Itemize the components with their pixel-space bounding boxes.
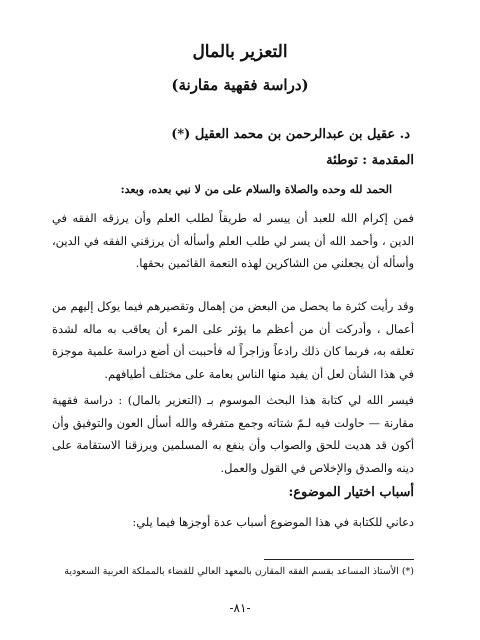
invocation-line: الحمد لله وحده والصلاة والسلام على من لا نبي بعده، وبعد: <box>120 183 392 196</box>
paragraph-3: فيسر الله لي كتابة هذا البحث الموسوم بـ (التعزير بالمال) : دراسة فقهية مقارنة — حاولت فيه لـمّ شتاته وجمع متفرقه والله أسأل العون والتوفيق وأن أكون قد هديت للحق والصواب وأن ينفع به المسلمين ويرزقنا الاستقامة على دينه والصدق والإخلاص في القول والعمل. <box>52 393 414 475</box>
document-subtitle: (دراسة فقهية مقارنة) <box>171 76 309 94</box>
paragraph-1: فمن إكرام الله للعبد أن ييسر له طريقاً لطلب العلم وأن يرزقه الفقه في الدين ، وأحمد الله أن يسر لي طلب العلم وأسأله أن يرزقني الفقه في الدين، وأسأله أن يجعلني من الشاكرين لهذه النعمة القائمين بحقها. <box>52 211 414 270</box>
document-title: التعزير بالمال <box>192 42 288 62</box>
author-line: د. عقيل بن عبدالرحمن بن محمد العقيل (*) <box>171 127 410 142</box>
reasons-heading: أسباب اختيار الموضوع: <box>288 485 414 500</box>
reasons-intro: دعاني للكتابة في هذا الموضوع أسباب عدة أوجزها فيما يلي: <box>132 515 414 529</box>
page-number: -٨١- <box>229 601 251 615</box>
footnote-divider <box>264 559 414 560</box>
paragraph-2: وقد رأيت كثرة ما يحصل من البعض من إهمال وتقصيرهم فيما يوكل إليهم من أعمال ، وأدركت أن من أعظم ما يؤثر على المرء أن يعاقب به ماله لشدة تعلقه به، فربما كان ذلك رادعاً وزاجراً له فأحببت أن أضع دراسة علمية موجزة في هذا الشأن لعل أن يفيد منها الناس بعامة على مختلف أطيافهم. <box>52 299 414 381</box>
footnote: (*) الأستاذ المساعد بقسم الفقه المقارن بالمعهد العالي للقضاء بالمملكة العربية السعودية <box>64 566 414 577</box>
intro-heading: المقدمة : توطئة <box>326 153 414 168</box>
